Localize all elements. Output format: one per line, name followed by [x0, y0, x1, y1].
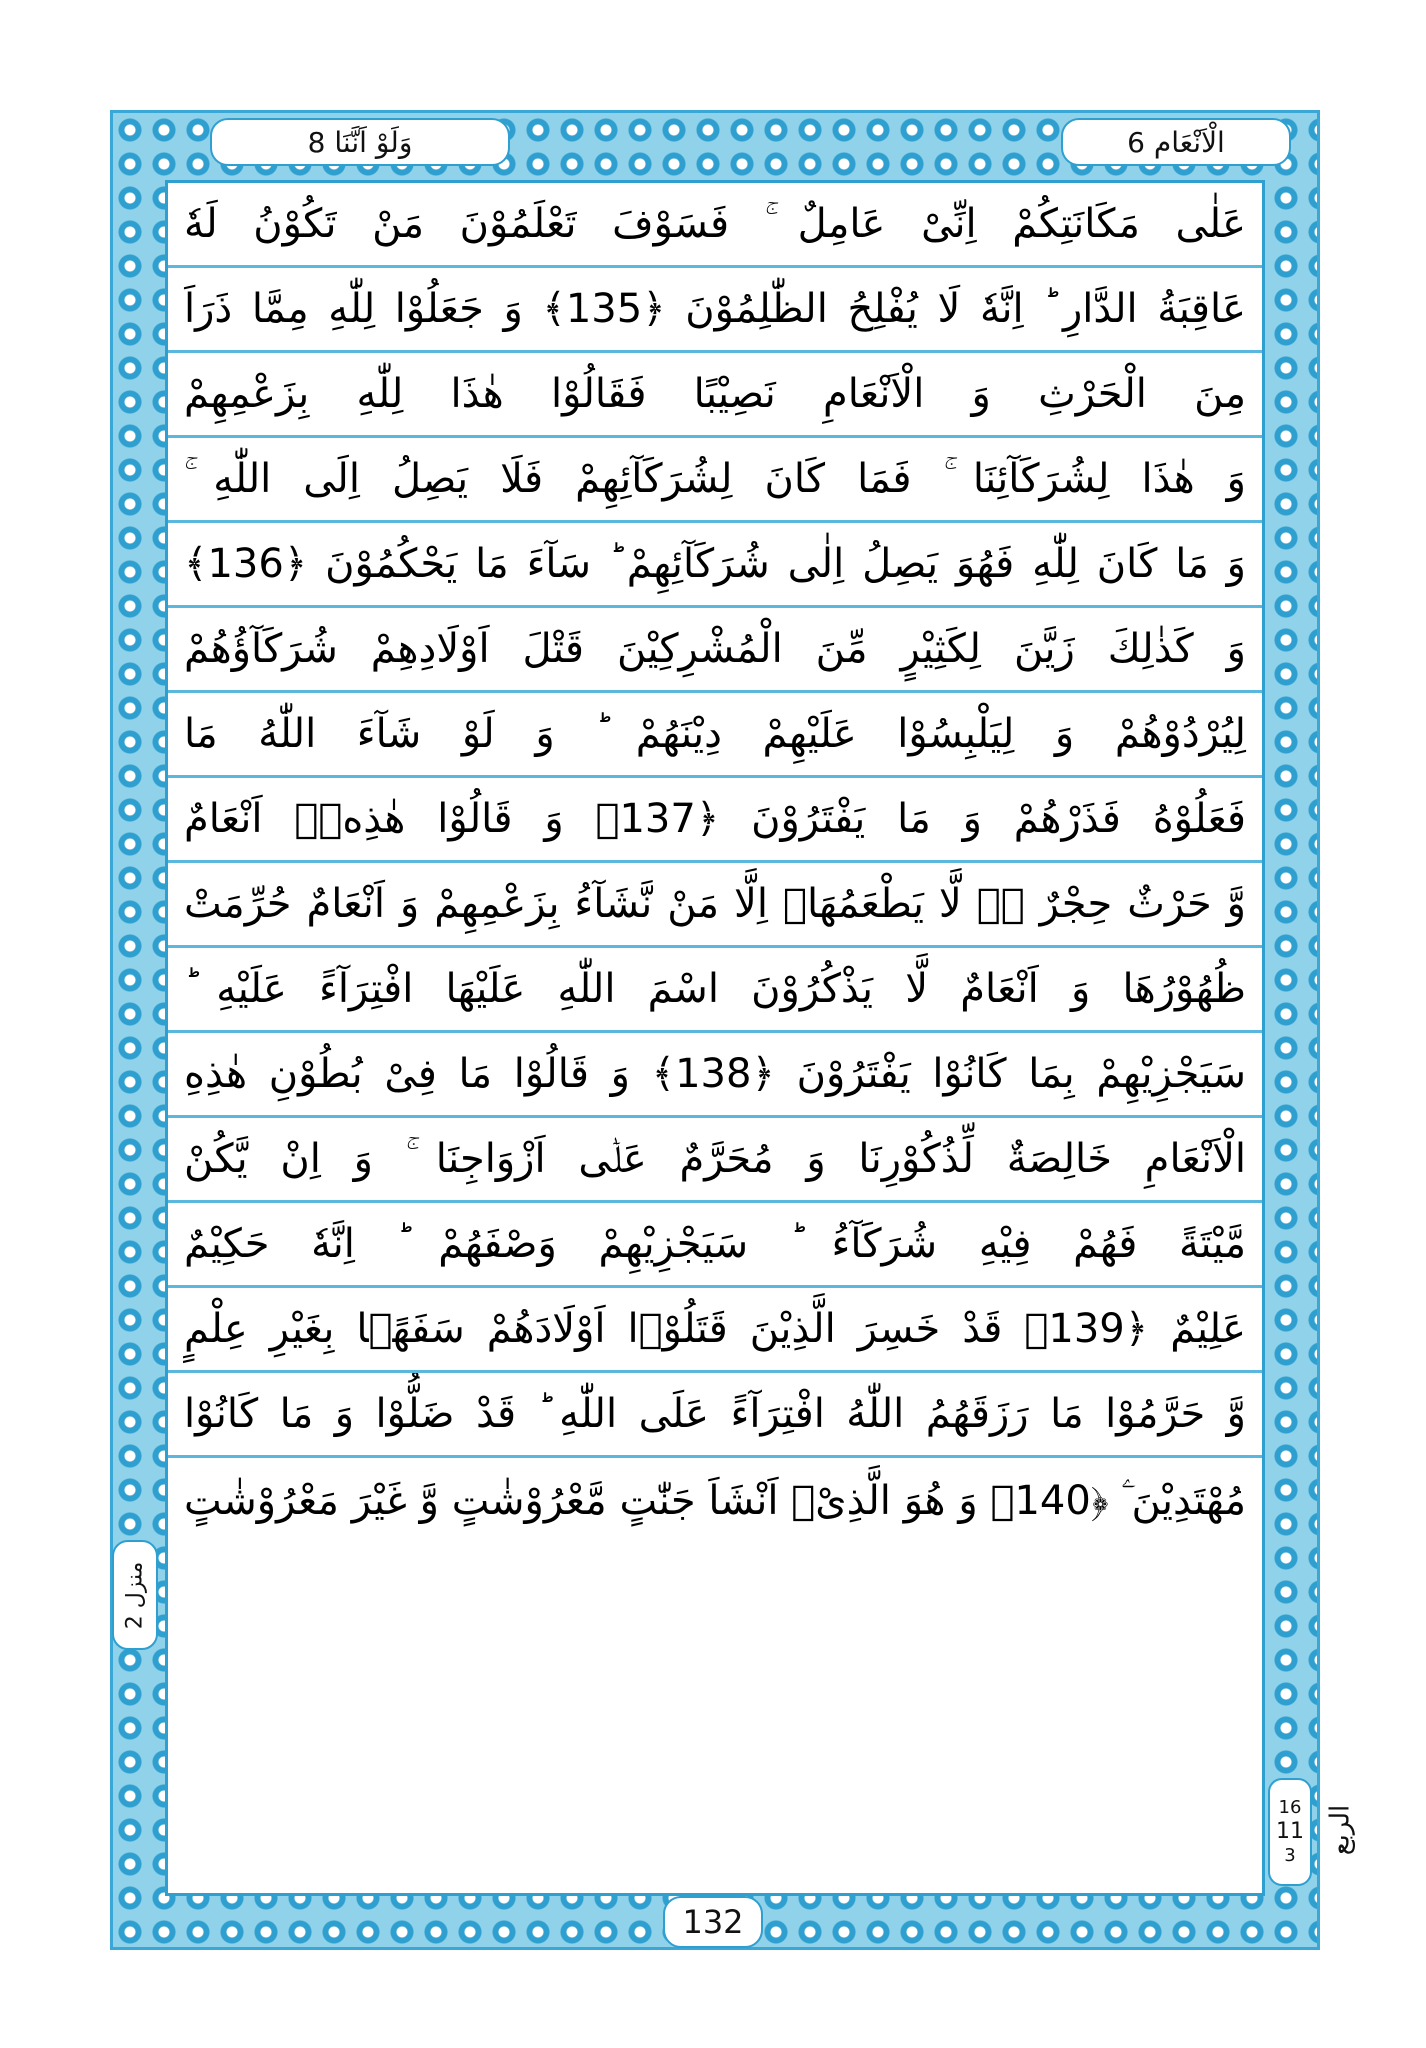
page-number — [663, 1896, 763, 1948]
verse-line-3: مِنَ الْحَرْثِ وَ الْاَنْعَامِ نَصِیْبًا فَقَالُوْا هٰذَا لِلّٰهِ بِزَعْمِهِمْ — [168, 353, 1262, 438]
verse-line-14: عَلِیْمٌ ﴿139﴾ قَدْ خَسِرَ الَّذِیْنَ قَتَلُوْۤا اَوْلَادَهُمْ سَفَهًۢا بِغَیْرِ عِلْمٍ — [168, 1288, 1262, 1373]
surah-header — [1061, 118, 1291, 166]
verse-line-5: وَ مَا كَانَ لِلّٰهِ فَهُوَ یَصِلُ اِلٰى شُرَكَآئِهِمْ ؕ سَآءَ مَا یَحْكُمُوْنَ ﴿136﴾ — [168, 523, 1262, 608]
ruku-label — [1320, 1790, 1360, 1870]
verse-line-8: فَعَلُوْهُ فَذَرْهُمْ وَ مَا یَفْتَرُوْنَ ﴿137﴾ وَ قَالُوْا هٰذِهٖۤ اَنْعَامٌ — [168, 778, 1262, 863]
manzil-marker — [112, 1540, 158, 1650]
verse-line-16: مُهْتَدِیْنَ ۧ ﴿140﴾ وَ هُوَ الَّذِیْۤ اَنْشَاَ جَنّٰتٍ مَّعْرُوْشٰتٍ وَّ غَیْرَ مَعْرُوْشٰتٍ — [184, 1477, 1246, 1524]
ruku-label-text: الربع — [1325, 1804, 1356, 1856]
ruku-top: 16 — [1278, 1797, 1302, 1819]
juz-name: وَلَوْ اَنَّنَا 8 — [307, 125, 413, 159]
surah-name: الْاَنْعَام 6 — [1127, 125, 1225, 159]
ruku-bottom: 3 — [1284, 1845, 1296, 1867]
juz-header — [210, 118, 510, 166]
verse-line-13: مَّیْتَةً فَهُمْ فِیْهِ شُرَكَآءُ ؕ سَیَجْزِیْهِمْ وَصْفَهُمْ ؕ اِنَّهٗ حَكِیْمٌ — [168, 1203, 1262, 1288]
verse-line-15: وَّ حَرَّمُوْا مَا رَزَقَهُمُ اللّٰهُ افْتِرَآءً عَلَى اللّٰهِ ؕ قَدْ ضَلُّوْا وَ مَا كَانُوْا — [168, 1373, 1262, 1458]
verse-line-9: وَّ حَرْثٌ حِجْرٌ ۖۗ لَّا یَطْعَمُهَاۤ اِلَّا مَنْ نَّشَآءُ بِزَعْمِهِمْ وَ اَنْعَامٌ حُرِّمَتْ — [168, 863, 1262, 948]
manzil-label: منزل 2 — [122, 1561, 148, 1629]
ruku-marker — [1268, 1778, 1312, 1886]
verse-line-12: الْاَنْعَامِ خَالِصَةٌ لِّذُكُوْرِنَا وَ مُحَرَّمٌ عَلٰۤى اَزْوَاجِنَا ۚ وَ اِنْ یَّكُنْ — [168, 1118, 1262, 1203]
page-number-text: 132 — [682, 1903, 744, 1941]
verse-line-6: وَ كَذٰلِكَ زَیَّنَ لِكَثِیْرٍ مِّنَ الْمُشْرِكِیْنَ قَتْلَ اَوْلَادِهِمْ شُرَكَآؤُهُمْ — [168, 608, 1262, 693]
verse-line-11: سَیَجْزِیْهِمْ بِمَا كَانُوْا یَفْتَرُوْنَ ﴿138﴾ وَ قَالُوْا مَا فِیْ بُطُوْنِ هٰذِهِ — [168, 1033, 1262, 1118]
verse-line-2: عَاقِبَةُ الدَّارِ ؕ اِنَّهٗ لَا یُفْلِحُ الظّٰلِمُوْنَ ﴿135﴾ وَ جَعَلُوْا لِلّٰهِ مِمَّا ذَرَاَ — [168, 268, 1262, 353]
verse-line-1: عَلٰى مَكَانَتِكُمْ اِنِّیْ عَامِلٌ ۚ فَسَوْفَ تَعْلَمُوْنَ مَنْ تَكُوْنُ لَهٗ — [168, 183, 1262, 268]
verse-lines — [168, 183, 1262, 1543]
ruku-mid: 11 — [1276, 1818, 1304, 1844]
verse-line-10: ظُهُوْرُهَا وَ اَنْعَامٌ لَّا یَذْكُرُوْنَ اسْمَ اللّٰهِ عَلَیْهَا افْتِرَآءً عَلَیْهِ ؕ — [168, 948, 1262, 1033]
verse-line-7: لِیُرْدُوْهُمْ وَ لِیَلْبِسُوْا عَلَیْهِمْ دِیْنَهُمْ ؕ وَ لَوْ شَآءَ اللّٰهُ مَا — [168, 693, 1262, 778]
verse-line-4: وَ هٰذَا لِشُرَكَآئِنَا ۚ فَمَا كَانَ لِشُرَكَآئِهِمْ فَلَا یَصِلُ اِلَى اللّٰهِ ۚ — [168, 438, 1262, 523]
